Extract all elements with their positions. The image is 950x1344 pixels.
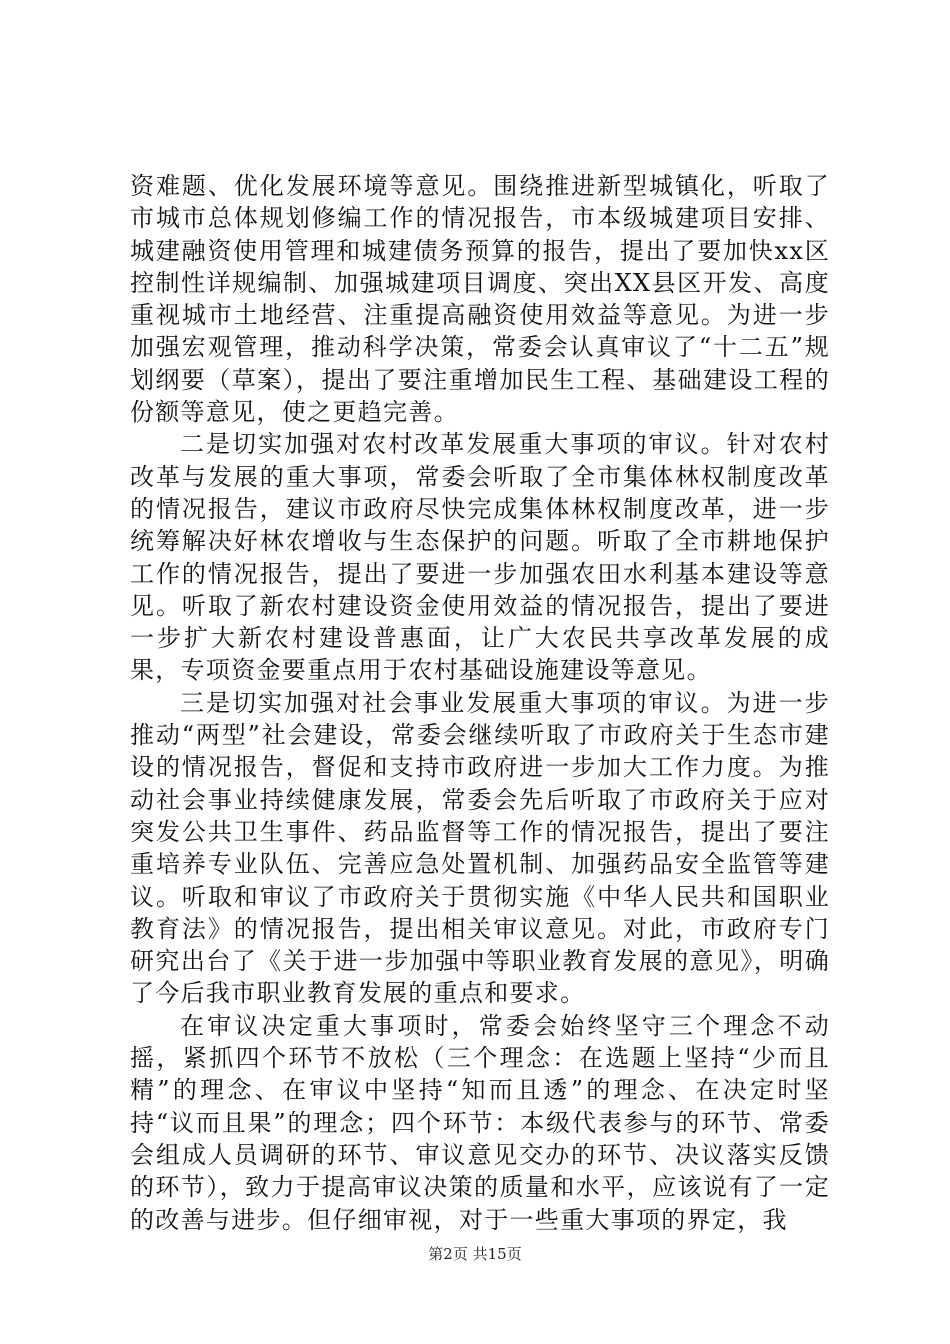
page-number-footer: 第2页 共15页 — [428, 1245, 522, 1263]
paragraph-4: 在审议决定重大事项时，常委会始终坚守三个理念不动摇，紧抓四个环节不放松（三个理念：在选题上坚持“少而且精”的理念、在审议中坚持“知而且透”的理念、在决定时坚持“议而且果”的理念；四个环节：本级代表参与的环节、常委会组成人员调研的环节、审议意见交办的环节、决议落实反馈的环节），致力于提高审议决策的质量和水平，应该说有了一定的改善与进步。但仔细审视，对于一些重大事项的界定，我 — [130, 1011, 830, 1234]
paragraph-1: 资难题、优化发展环境等意见。围绕推进新型城镇化，听取了市城市总体规划修编工作的情况报告，市本级城建项目安排、城建融资使用管理和城建债务预算的报告，提出了要加快xx区控制性详规编制、加强城建项目调度、突出XX县区开发、高度重视城市土地经营、注重提高融资使用效益等意见。为进一步加强宏观管理，推动科学决策，常委会认真审议了“十二五”规划纲要（草案），提出了要注重增加民生工程、基础建设工程的份额等意见，使之更趋完善。 — [130, 172, 830, 427]
paragraph-2: 二是切实加强对农村改革发展重大事项的审议。针对农村改革与发展的重大事项，常委会听取了全市集体林权制度改革的情况报告，建议市政府尽快完成集体林权制度改革，进一步统筹解决好林农增收与生态保护的问题。听取了全市耕地保护工作的情况报告，提出了要进一步加强农田水利基本建设等意见。听取了新农村建设资金使用效益的情况报告，提出了要进一步扩大新农村建设普惠面，让广大农民共享改革发展的成果，专项资金要重点用于农村基础设施建设等意见。 — [130, 430, 830, 685]
paragraph-3: 三是切实加强对社会事业发展重大事项的审议。为进一步推动“两型”社会建设，常委会继续听取了市政府关于生态市建设的情况报告，督促和支持市政府进一步加大工作力度。为推动社会事业持续健康发展，常委会先后听取了市政府关于应对突发公共卫生事件、药品监督等工作的情况报告，提出了要注重培养专业队伍、完善应急处置机制、加强药品安全监管等建议。听取和审议了市政府关于贯彻实施《中华人民共和国职业教育法》的情况报告，提出相关审议意见。对此，市政府专门研究出台了《关于进一步加强中等职业教育发展的意见》，明确了今后我市职业教育发展的重点和要求。 — [130, 688, 830, 1008]
document-body — [130, 170, 830, 1236]
